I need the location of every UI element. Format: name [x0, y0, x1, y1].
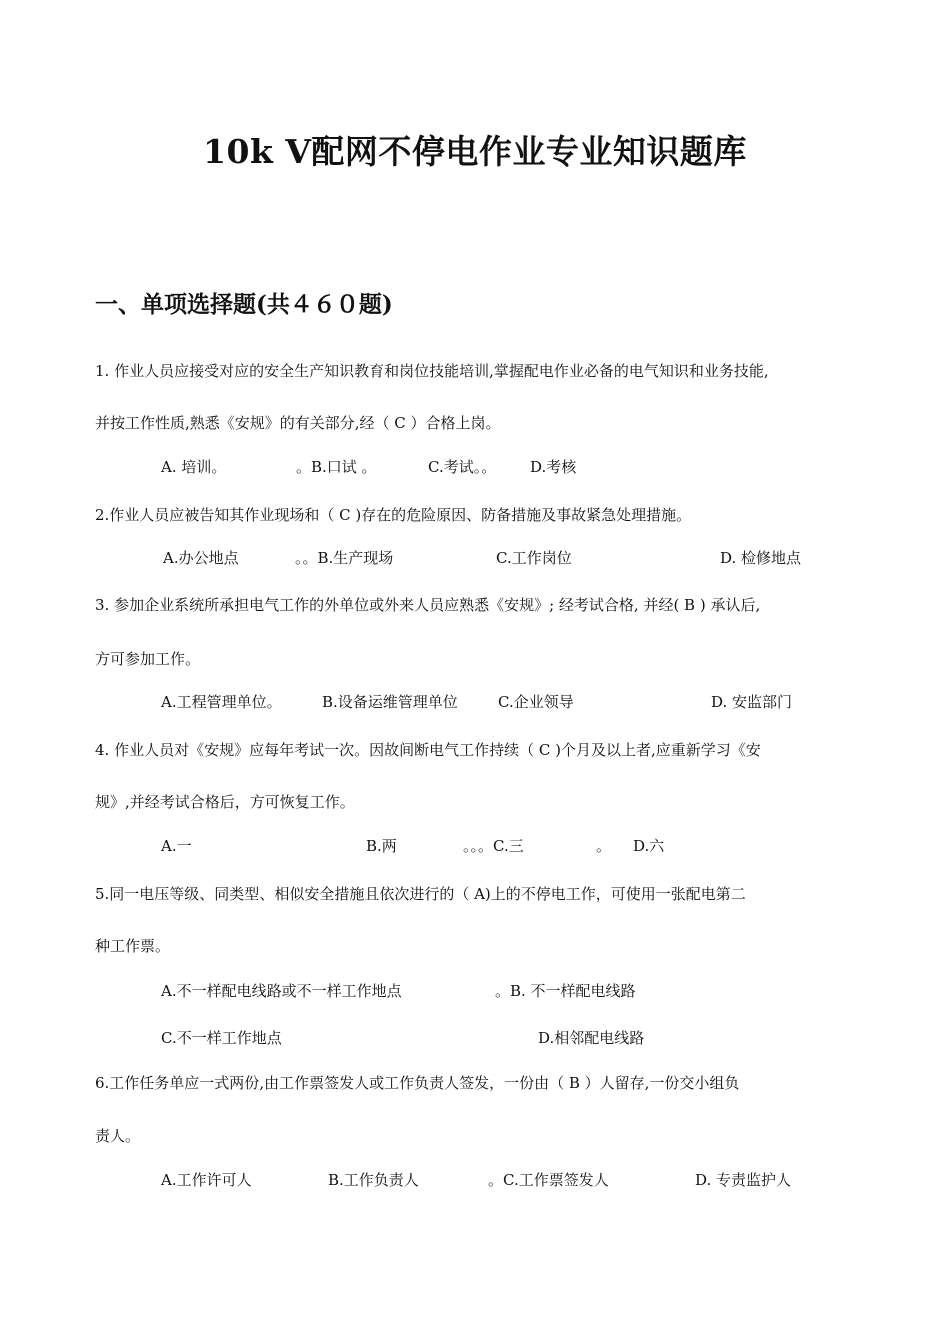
question-6-option-a: A.工作许可人	[161, 1171, 252, 1189]
question-2-option-b: 。。B.生产现场	[295, 549, 394, 567]
question-1-line-1: 1. 作业人员应接受对应的安全生产知识教育和岗位技能培训,掌握配电作业必备的电气知识和业务技能,	[95, 362, 769, 380]
question-3-option-b: B.设备运维管理单位	[322, 693, 458, 711]
question-3-option-d: D. 安监部门	[711, 693, 793, 711]
question-5-line-2: 种工作票。	[95, 937, 171, 955]
question-4-line-2: 规》,并经考试合格后，方可恢复工作。	[95, 793, 355, 811]
question-6-option-c: 。C.工作票签发人	[488, 1171, 609, 1189]
question-3-option-c: C.企业领导	[498, 693, 574, 711]
section-heading: 一、单项选择题(共４６０题)	[95, 291, 393, 318]
question-1-option-d: D.考核	[530, 458, 577, 476]
question-1-option-c: C.考试。。	[428, 458, 497, 476]
question-4-option-d: D.六	[633, 837, 665, 855]
question-3-line-2: 方可参加工作。	[95, 650, 201, 668]
question-3-line-1: 3. 参加企业系统所承担电气工作的外单位或外来人员应熟悉《安规》; 经考试合格, 并经( B ) 承认后,	[95, 596, 761, 614]
question-5-option-c: C.不一样工作地点	[161, 1029, 282, 1047]
question-5-option-d: D.相邻配电线路	[538, 1029, 645, 1047]
question-1-option-b: 。B.口试 。	[296, 458, 377, 476]
question-5-line-1: 5.同一电压等级、同类型、相似安全措施且依次进行的（ A)上的不停电工作，可使用一张配电第二	[95, 885, 746, 903]
question-4-option-c: 。。。C.三	[463, 837, 524, 855]
question-2-line-1: 2.作业人员应被告知其作业现场和（ C )存在的危险原因、防备措施及事故紧急处理措施。	[95, 506, 692, 524]
question-4-line-1: 4. 作业人员对《安规》应每年考试一次。因故间断电气工作持续（ C )个月及以上者,应重新学习《安	[95, 741, 761, 759]
question-6-option-b: B.工作负责人	[328, 1171, 419, 1189]
question-2-option-c: C.工作岗位	[496, 549, 572, 567]
question-5-option-a: A.不一样配电线路或不一样工作地点	[161, 982, 402, 1000]
question-3-option-a: A.工程管理单位。	[161, 693, 282, 711]
question-4-option-separator: 。	[596, 837, 612, 855]
question-6-line-2: 责人。	[95, 1127, 141, 1145]
document-title: 10k V配网不停电作业专业知识题库	[203, 132, 747, 171]
question-2-option-a: A.办公地点	[163, 549, 239, 567]
question-1-line-2: 并按工作性质,熟悉《安规》的有关部分,经（ C ）合格上岗。	[95, 414, 501, 432]
question-4-option-b: B.两	[366, 837, 397, 855]
question-5-option-b: 。B. 不一样配电线路	[495, 982, 636, 1000]
question-4-option-a: A.一	[161, 837, 192, 855]
question-1-option-a: A. 培训。	[161, 458, 227, 476]
question-6-option-d: D. 专责监护人	[695, 1171, 792, 1189]
question-6-line-1: 6.工作任务单应一式两份,由工作票签发人或工作负责人签发，一份由（ B ）人留存,一份交小组负	[95, 1074, 740, 1092]
question-2-option-d: D. 检修地点	[720, 549, 802, 567]
